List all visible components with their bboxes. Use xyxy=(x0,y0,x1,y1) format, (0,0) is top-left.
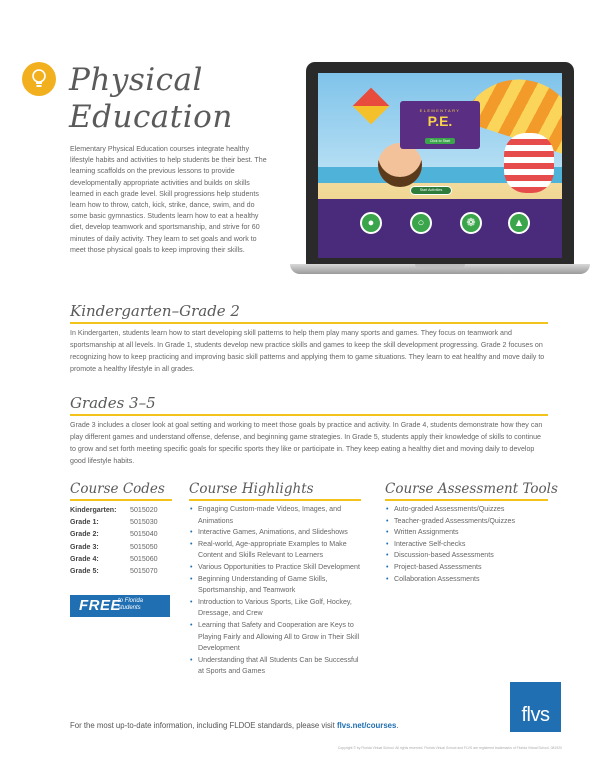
list-item: • Engaging Custom-made Videos, Images, and Animations xyxy=(189,504,361,527)
boy-illustration xyxy=(378,143,422,187)
assessment-tools-heading: Course Assessment Tools xyxy=(385,481,558,497)
start-activities-button[interactable]: Start Activities xyxy=(410,186,452,195)
list-item: • Written Assignments xyxy=(385,527,550,539)
code-row: Grade 3: 5015050 xyxy=(70,542,158,551)
course-codes-heading: Course Codes xyxy=(70,481,165,497)
flvs-logo: flvs xyxy=(510,682,561,732)
intro-paragraph: Elementary Physical Education courses integrate healthy lifestyle habits and activities to help students be their best. The learning scaffolds on the previous lessons to provide developmentally appropriate activities and builds on skills learned in each grade level. Skill progressions help students learn how to throw, catch, kick, strike, dance, swim, and do some basic gymnastics. Students learn how to eat a healthy diet, develop teamwork and sportsmanship, and strive for 60 minutes of daily activity. They learn to set goals and work to meet those physical goals to keep improving their skills. xyxy=(70,145,267,254)
list-item: • Interactive Games, Animations, and Slideshows xyxy=(189,527,361,539)
divider xyxy=(70,499,172,501)
k2-heading: Kindergarten–Grade 2 xyxy=(70,302,240,320)
list-item: • Interactive Self-checks xyxy=(385,539,550,551)
copyright-text: Copyright © by Florida Virtual School. All rights reserved. Florida Virtual School and FLVS are registered trademarks of Florida Virtual School. 081920 xyxy=(337,746,562,750)
ball-icon[interactable]: ○ xyxy=(410,212,432,234)
list-item: • Introduction to Various Sports, Like Golf, Hockey, Dressage, and Crew xyxy=(189,597,361,620)
list-item: • Various Opportunities to Practice Skill Development xyxy=(189,562,361,574)
code-row: Grade 1: 5015030 xyxy=(70,518,158,527)
code-row: Grade 5: 5015070 xyxy=(70,566,158,575)
course-highlights-heading: Course Highlights xyxy=(189,481,314,497)
list-item: • Auto-graded Assessments/Quizzes xyxy=(385,504,550,516)
laptop-notch xyxy=(415,264,465,268)
code-row: Kindergarten: 5015020 xyxy=(70,506,158,514)
code-row: Grade 4: 5015060 xyxy=(70,554,158,563)
page-title: Physical Education xyxy=(69,62,233,135)
list-item: • Project-based Assessments xyxy=(385,562,550,574)
assessment-list xyxy=(385,504,550,585)
footer-text: For the most up-to-date information, including FLDOE standards, please visit flvs.net/courses. xyxy=(70,721,399,730)
pe-sign: ELEMENTARY P.E. Click to Start xyxy=(400,101,480,149)
code-row: Grade 2: 5015040 xyxy=(70,530,158,539)
divider xyxy=(70,322,548,324)
list-item: • Collaboration Assessments xyxy=(385,574,550,586)
g35-heading: Grades 3–5 xyxy=(70,394,156,412)
list-item: • Understanding that All Students Can be Successful at Sports and Games xyxy=(189,655,361,678)
kite-illustration xyxy=(353,88,390,125)
soccer-icon[interactable]: ❁ xyxy=(460,212,482,234)
list-item: • Teacher-graded Assessments/Quizzes xyxy=(385,516,550,528)
list-item: • Real-world, Age-appropriate Examples to Make Content and Skills Relevant to Learners xyxy=(189,539,361,562)
girl-illustration xyxy=(504,133,554,193)
shoe-icon[interactable]: ● xyxy=(360,212,382,234)
k2-paragraph: In Kindergarten, students learn how to start developing skill patterns to help them play many sports and games. They focus on teamwork and sportsmanship at all levels. In Grade 1, students develop new practice skills and games to keep the skill development progressing. Grade 2 focuses on recognizing how to keep practicing and improving basic skill patterns and applying them to game situations. They learn to eat healthy and move daily to promote a healthy lifestyle in all grades. xyxy=(70,329,545,373)
course-codes-list xyxy=(70,504,158,577)
courses-link[interactable]: flvs.net/courses xyxy=(336,721,397,730)
divider xyxy=(385,499,548,501)
g35-paragraph: Grade 3 includes a closer look at goal setting and working to meet those goals by practice and activity. In Grade 4, students demonstrate how they can play different games and understand offense, defense, and beginning game strategies. In Grade 5, students apply their knowledge of skills to continue to grow and set forth meeting specific goals for specific sports they like or participate in. They keep eating a healthy diet and moving daily to develop good lifestyle habits. xyxy=(70,421,543,465)
lightbulb-icon xyxy=(22,62,56,96)
course-screenshot xyxy=(318,73,562,258)
click-to-start-button[interactable]: Click to Start xyxy=(425,138,455,144)
laptop-mockup xyxy=(290,62,590,288)
highlights-list xyxy=(189,504,361,678)
trophy-icon[interactable]: ▲ xyxy=(508,212,530,234)
list-item: • Beginning Understanding of Game Skills, Sportsmanship, and Teamwork xyxy=(189,574,361,597)
list-item: • Learning that Safety and Cooperation are Keys to Playing Fairly and Allowing All to Grow in Their Skill Development xyxy=(189,620,361,655)
divider xyxy=(70,414,548,416)
free-badge: FREE to Florida students xyxy=(70,595,170,617)
list-item: • Discussion-based Assessments xyxy=(385,550,550,562)
divider xyxy=(189,499,361,501)
